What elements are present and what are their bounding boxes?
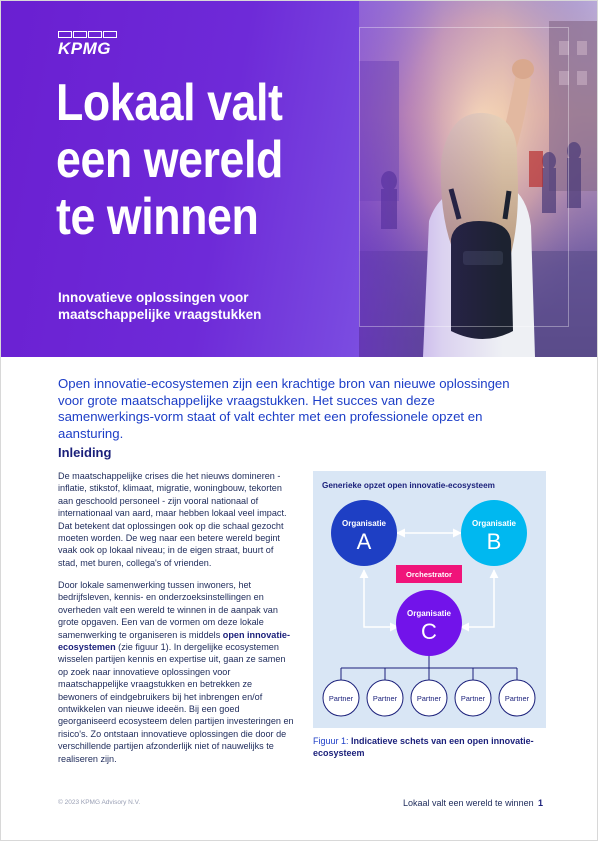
organisation-c-label: Organisatie <box>406 609 452 618</box>
title-line: Lokaal valt <box>56 74 283 132</box>
subtitle-line: maatschappelijke vraagstukken <box>58 307 262 322</box>
figure-caption <box>313 736 543 759</box>
hero-banner <box>1 1 598 357</box>
organisation-a-label: Organisatie <box>341 519 387 528</box>
organisation-c-letter: C <box>421 619 437 644</box>
paragraph-text-start: Door lokale samenwerking tussen inwoners, het bedrijfsleven, kennis- en onderzoeksinstellingen en overheden valt een wereld te winnen in de aanpak van grote opgaven. Een van de vormen om deze lokale samenwerking te organiseren is middels <box>58 580 278 640</box>
title-line: te winnen <box>56 188 259 246</box>
organisation-a-letter: A <box>356 529 372 554</box>
organisation-b-letter: B <box>486 529 502 554</box>
partner-label: Partner <box>328 694 354 703</box>
section-heading: Inleiding <box>58 445 112 460</box>
body-paragraph-2 <box>58 579 294 765</box>
copyright-notice: © 2023 KPMG Advisory N.V. <box>58 799 141 806</box>
partner-label: Partner <box>372 694 398 703</box>
body-paragraph-1 <box>58 470 294 569</box>
page-number: 1 <box>538 798 544 808</box>
paragraph-text-end: (zie figuur 1). In dergelijke ecosystemen wisselen partijen kennis en expertise uit, gaan ze samen op zoek naar innovatieve oplossingen voor maatschappelijke vraagstukken en betrekken ze bewoners of eindgebruikers bij het inbrengen en/of ontwikkelen van nieuwe ideeën. Bij een goed georganiseerd ecosysteem delen partijen investeringen en risico's. Zo ontstaan innovatieve oplossingen die door de verschillende partijen afzonderlijk niet of nauwelijks te realiseren zijn. <box>58 642 294 764</box>
figure-title: Generieke opzet open innovatie-ecosysteem <box>322 481 495 490</box>
orchestrator-label: Orchestrator <box>405 570 453 579</box>
page-title <box>56 75 331 246</box>
footer-title: Lokaal valt een wereld te winnen <box>403 798 534 808</box>
page-subtitle <box>58 289 318 323</box>
subtitle-line: Innovatieve oplossingen voor <box>58 290 249 305</box>
ecosystem-emphasis: open innovatie-ecosystemen <box>58 629 290 653</box>
kpmg-logo-boxes <box>58 31 117 38</box>
caption-text: Indicatieve schets van een open innovatie-ecosysteem <box>313 736 534 758</box>
organisation-b-label: Organisatie <box>471 519 517 528</box>
paragraph-text <box>58 579 294 765</box>
woman-raising-fist-photo <box>359 1 598 357</box>
ecosystem-diagram <box>313 471 546 728</box>
caption-prefix: Figuur 1: <box>313 736 352 746</box>
photo-frame <box>359 27 569 327</box>
connector-b-c <box>461 570 494 627</box>
connector-a-c <box>364 570 398 627</box>
lead-paragraph: Open innovatie-ecosystemen zijn een krachtige bron van nieuwe oplossingen voor grote maatschappelijke vraagstukken. Het succes van deze samenwerkings-vorm staat of valt echter met een professionele opzet en aansturing. <box>58 376 510 441</box>
ecosystem-figure <box>313 471 546 728</box>
title-line: een wereld <box>56 131 283 189</box>
kpmg-logo <box>58 31 120 57</box>
partner-label: Partner <box>460 694 486 703</box>
kpmg-logo-text: KPMG <box>58 39 111 58</box>
partner-label: Partner <box>416 694 442 703</box>
paragraph-text: De maatschappelijke crises die het nieuws domineren - inflatie, stikstof, klimaat, migratie, woningbouw, tekorten aan geschoold personeel - zijn vooral nationaal of internationaal van aard, maar hebben lokaal veel impact. Dat betekent dat oplossingen ook op die schaal gezocht moeten worden. De weg naar een betere wereld begint vaak ook op lokaal niveau; in de eigen straat, buurt of stad, met buren, collega's of vrienden. <box>58 471 287 568</box>
partner-label: Partner <box>504 694 530 703</box>
